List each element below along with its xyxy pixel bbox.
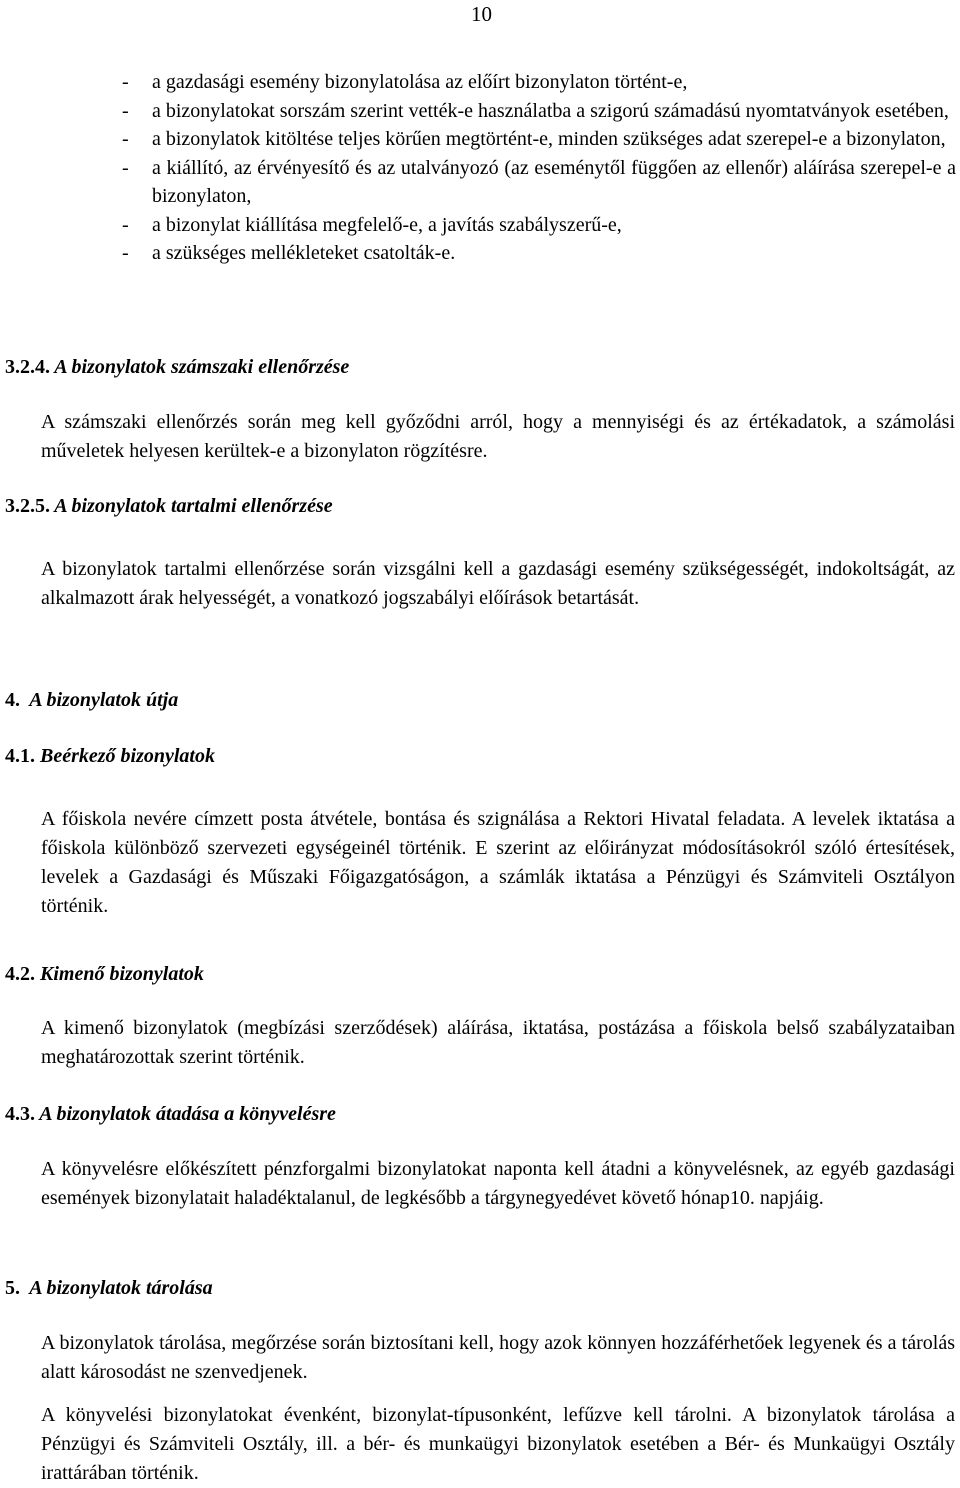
section-title: A bizonylatok átadása a könyvelésre: [39, 1103, 336, 1125]
section-heading-3-2-5: [5, 492, 333, 520]
section-title: A bizonylatok tartalmi ellenőrzése: [54, 495, 333, 517]
paragraph: A kimenő bizonylatok (megbízási szerződések) aláírása, iktatása, postázása a főiskola belső szabályzataiban meghatározottak szerint történik.: [41, 1017, 955, 1068]
list-item: - a szükséges mellékleteket csatolták-e.: [122, 239, 956, 268]
section-title: Beérkező bizonylatok: [40, 745, 215, 767]
section-number: 4.2.: [5, 963, 35, 985]
section-title: A bizonylatok számszaki ellenőrzése: [54, 356, 350, 378]
section-title: Kimenő bizonylatok: [40, 963, 204, 985]
page-number: 10: [471, 2, 492, 26]
paragraph: A könyvelésre előkészített pénzforgalmi bizonylatokat naponta kell átadni a könyvelésnek, az egyéb gazdasági események bizonylatait haladéktalanul, de legkésőbb a tárgynegyedévet követő hónap10. napjáig.: [41, 1158, 955, 1209]
list-item: - a bizonylat kiállítása megfelelő-e, a javítás szabályszerű-e,: [122, 211, 956, 240]
list-item: - a bizonylatok kitöltése teljes körűen megtörtént-e, minden szükséges adat szerepel-e a bizonylaton,: [122, 125, 956, 154]
section-title: A bizonylatok tárolása: [29, 1277, 213, 1299]
section-title: A bizonylatok útja: [29, 689, 179, 711]
paragraph: A főiskola nevére címzett posta átvétele, bontása és szignálása a Rektori Hivatal feladata. A levelek iktatása a főiskola különböző szervezeti egységeinél történik. E szerint az előirányzat módosításokról szóló értesítések, levelek a Gazdasági és Műszaki Főigazgatóságon, a számlák iktatása a Pénzügyi és Számviteli Osztályon történik.: [41, 808, 955, 917]
section-heading-3-2-4: [5, 353, 349, 381]
section-number: 4.3.: [5, 1103, 35, 1125]
paragraph: A bizonylatok tárolása, megőrzése során biztosítani kell, hogy azok könnyen hozzáférhetőek legyenek és a tárolás alatt károsodást ne szenvedjenek.: [41, 1332, 955, 1383]
section-heading-4-3: [5, 1100, 336, 1128]
section-heading-4-1: [5, 742, 215, 770]
paragraph: A számszaki ellenőrzés során meg kell győződni arról, hogy a mennyiségi és az értékadatok, a számolási műveletek helyesen kerültek-e a bizonylaton rögzítésre.: [41, 411, 955, 462]
section-number: 5.: [5, 1277, 20, 1299]
check-list: [122, 68, 956, 268]
section-number: 4.: [5, 689, 20, 711]
list-item: - a bizonylatokat sorszám szerint vették-e használatba a szigorú számadású nyomtatványok esetében,: [122, 97, 956, 126]
section-number: 4.1.: [5, 745, 35, 767]
paragraph: A könyvelési bizonylatokat évenként, bizonylat-típusonként, lefűzve kell tárolni. A bizonylatok tárolása a Pénzügyi és Számviteli Osztály, ill. a bér- és munkaügyi bizonylatok esetében a Bér- és Munkaügyi Osztály irattárában történik.: [41, 1404, 955, 1484]
list-item: - a gazdasági esemény bizonylatolása az előírt bizonylaton történt-e,: [122, 68, 956, 97]
paragraph: A bizonylatok tartalmi ellenőrzése során vizsgálni kell a gazdasági esemény szükségességét, indokoltságát, az alkalmazott árak helyességét, a vonatkozó jogszabályi előírások betartását.: [41, 558, 955, 609]
section-number: 3.2.4.: [5, 356, 50, 378]
list-item: - a kiállító, az érvényesítő és az utalványozó (az eseménytől függően az ellenőr) aláírása szerepel-e a bizonylaton,: [122, 154, 956, 211]
section-heading-4-2: [5, 960, 204, 988]
section-number: 3.2.5.: [5, 495, 50, 517]
section-heading-4: [5, 686, 178, 714]
section-heading-5: [5, 1274, 213, 1302]
